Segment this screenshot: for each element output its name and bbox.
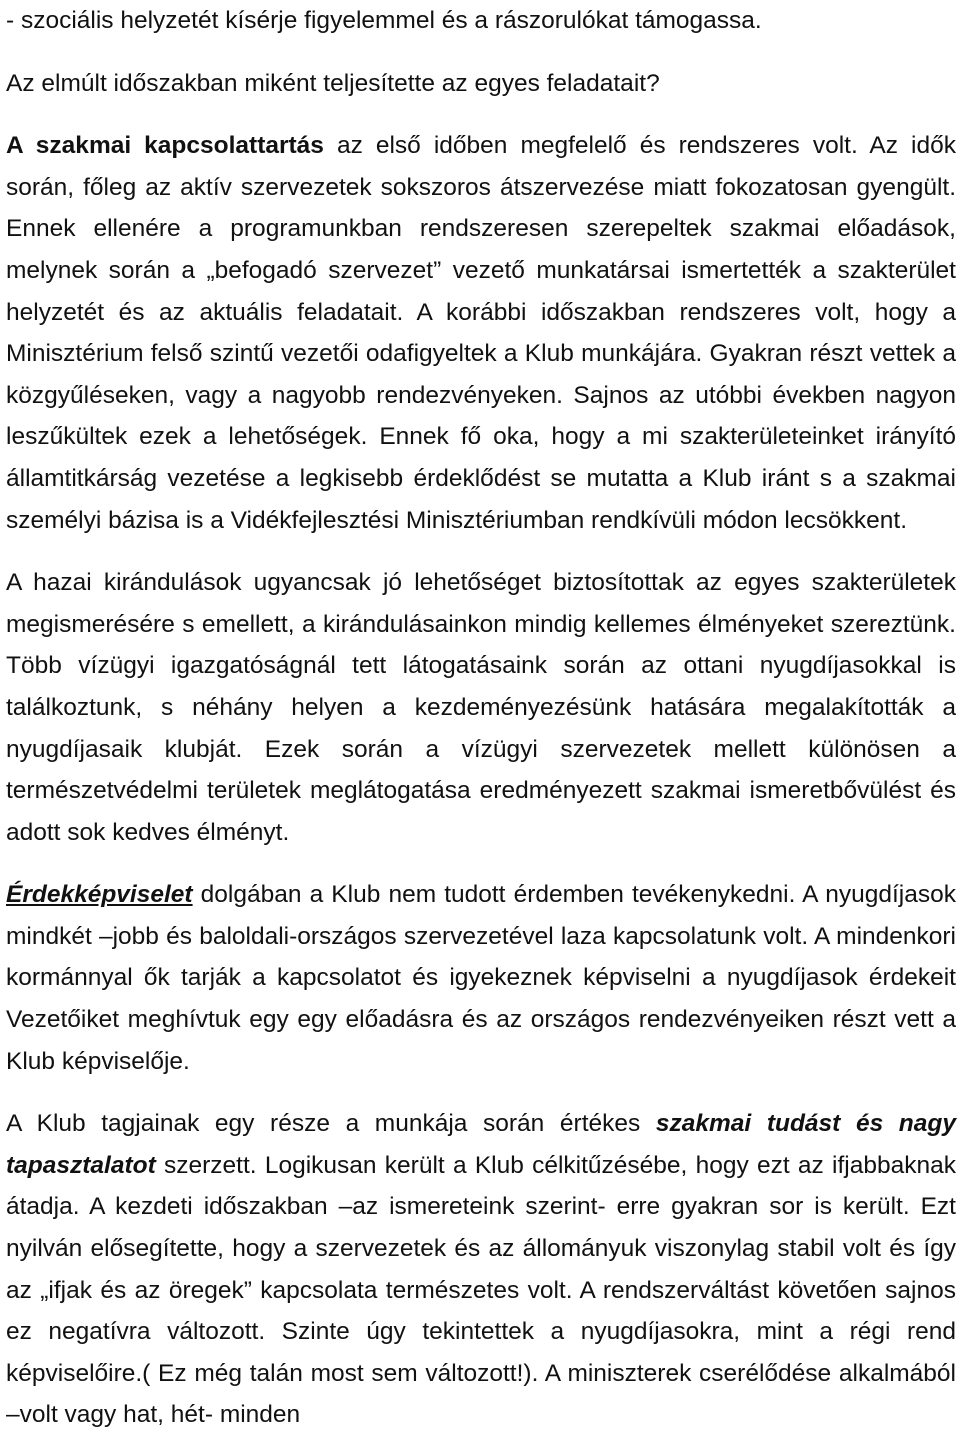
document-page	[6, 0, 956, 1436]
paragraph-advocacy	[6, 874, 956, 1082]
paragraph-knowledge-transfer-rest: szerzett. Logikusan került a Klub célkitűzésébe, hogy ezt az ifjabbaknak átadja. A kezdeti időszakban –az ismereteink szerint- erre gyakran sor is került. Ezt nyilván elősegítette, hogy a szervezetek és az állományuk viszonylag stabil volt és így az „ifjak és az öregek” kapcsolata természetes volt. A rendszerváltást követően sajnos ez negatívra változott. Szinte úgy tekintettek a nyugdíjasokra, mint a régi rend képviselőire.( Ez még talán most sem változott!). A miniszterek cserélődése alkalmából –volt vagy hat, hét- minden	[6, 1151, 956, 1429]
paragraph-knowledge-transfer	[6, 1103, 956, 1436]
section-question: Az elmúlt időszakban miként teljesítette az egyes feladatait?	[6, 69, 660, 97]
intro-list-item: - szociális helyzetét kísérje figyelemmel és a rászorulókat támogassa.	[6, 7, 762, 34]
emphasis-knowledge: szakmai tudást és nagy tapasztalatot	[6, 1110, 956, 1179]
paragraph-domestic-trips: A hazai kirándulások ugyancsak jó lehetőséget biztosítottak az egyes szakterületek megismerésére s emellett, a kirándulásainkon mindig kellemes élményeket szereztünk. Több vízügyi igazgatóságnál tett látogatásaink során az ottani nyugdíjasokkal is találkoztunk, s néhány helyen a kezdeményezésünk hatására megalakították a nyugdíjasaik klubját. Ezek során a vízügyi szervezetek mellett különösen a természetvédelmi területek meglátogatása eredményezett szakmai ismeretbővülést és adott sok kedves élményt.	[6, 569, 956, 846]
paragraph-knowledge-transfer-start: A Klub tagjainak egy része a munkája során értékes	[6, 1110, 656, 1138]
paragraph-advocacy-text: dolgában a Klub nem tudott érdemben tevékenykedni. A nyugdíjasok mindkét –jobb és baloldali-országos szervezetével laza kapcsolatunk volt. A mindenkori kormánnyal ők tarják a kapcsolatot és igyekeznek képviselni a nyugdíjasok érdekeit Vezetőiket meghívtuk egy egy előadásra és az országos rendezvényeiken részt vett a Klub képviselője.	[6, 881, 956, 1075]
heading-advocacy: Érdekképviselet	[6, 881, 193, 909]
paragraph-professional-contacts-text: az első időben megfelelő és rendszeres volt. Az idők során, főleg az aktív szervezetek sokszoros átszervezése miatt fokozatosan gyengült. Ennek ellenére a programunkban rendszeresen szerepeltek szakmai előadások, melynek során a „befogadó szervezet” vezető munkatársai ismertették a szakterület helyzetét és az aktuális feladatait. A korábbi időszakban rendszeres volt, hogy a Minisztérium felső szintű vezetői odafigyeltek a Klub munkájára. Gyakran részt vettek a közgyűléseken, vagy a nagyobb rendezvényeken. Sajnos az utóbbi években nagyon leszűkültek ezek a lehetőségek. Ennek fő oka, hogy a mi szakterületeinket irányító államtitkárság vezetése a legkisebb érdeklődést se mutatta a Klub iránt s a szakmai személyi bázisa is a Vidékfejlesztési Minisztériumban rendkívüli módon lecsökkent.	[6, 132, 956, 534]
paragraph-professional-contacts	[6, 125, 956, 541]
heading-professional-contacts: A szakmai kapcsolattartás	[6, 132, 324, 160]
